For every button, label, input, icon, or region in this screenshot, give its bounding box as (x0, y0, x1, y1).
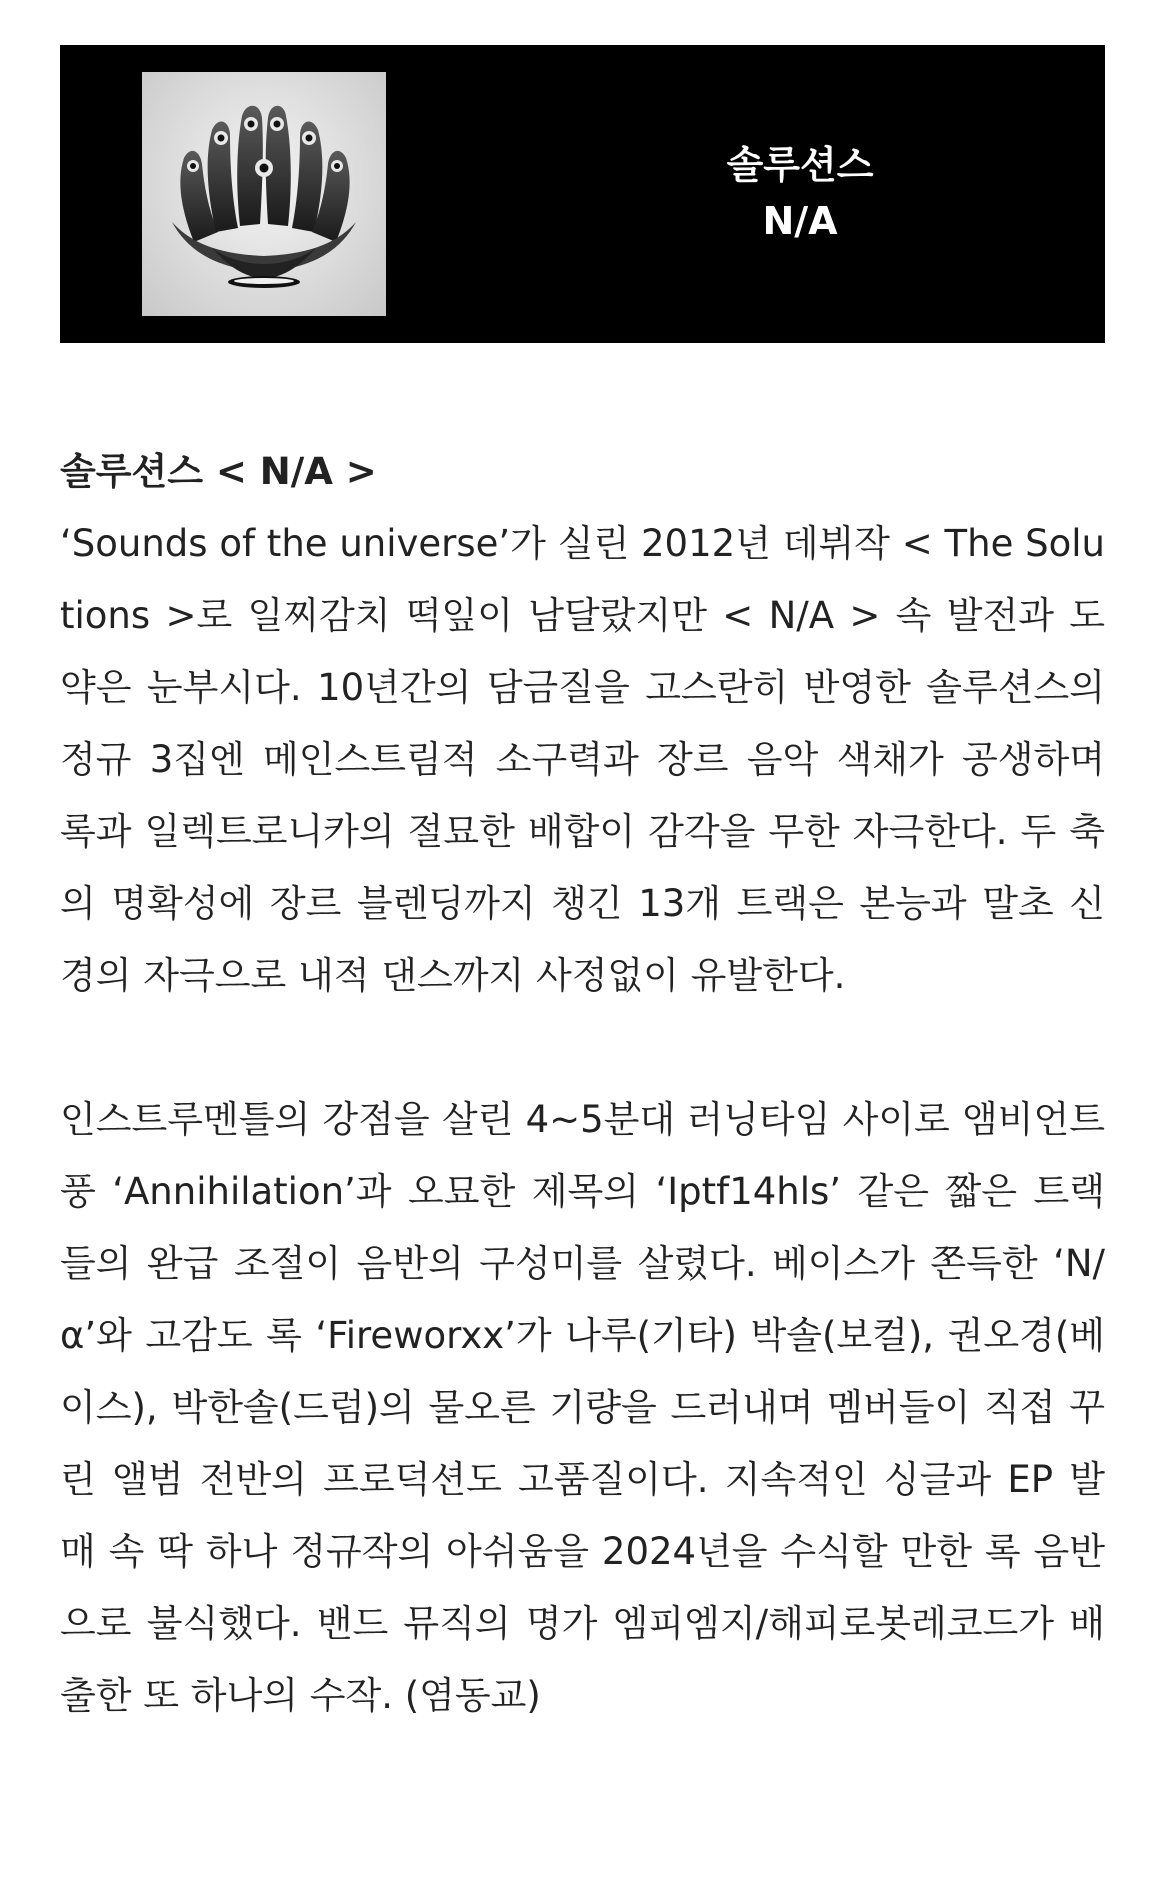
review-paragraph-1: ‘Sounds of the universe’가 실린 2012년 데뷔작 < The Solutions >로 일찌감치 떡잎이 남달랐지만 < N/A > 속 발전과 도약은 눈부시다. 10년간의 담금질을 고스란히 반영한 솔루션스의 정규 3집엔 메인스트림적 소구력과 장르 음악 색채가 공생하며 록과 일렉트로니카의 절묘한 배합이 감각을 무한 자극한다. 두 축의 명확성에 장르 블렌딩까지 챙긴 13개 트랙은 본능과 말초 신경의 자극으로 내적 댄스까지 사정없이 유발한다. (60, 522, 1105, 997)
banner-album-name: N/A (762, 199, 838, 243)
review-paragraph-2: 인스트루멘틀의 강점을 살린 4~5분대 러닝타임 사이로 앰비언트 풍 ‘Annihilation’과 오묘한 제목의 ‘Iptf14hls’ 같은 짧은 트랙들의 완급 조절이 음반의 구성미를 살렸다. 베이스가 쫀득한 ‘N/α’와 고감도 록 ‘Fireworxx’가 나루(기타) 박솔(보컬), 권오경(베이스), 박한솔(드럼)의 물오른 기량을 드러내며 멤버들이 직접 꾸린 앨범 전반의 프로덕션도 고품질이다. 지속적인 싱글과 EP 발매 속 딱 하나 정규작의 아쉬움을 2024년을 수식할 만한 록 음반으로 불식했다. 밴드 뮤직의 명가 엠피엠지/해피로봇레코드가 배출한 또 하나의 수작. (염동교) (60, 1098, 1105, 1717)
album-banner (60, 45, 1105, 343)
paragraph-spacer (60, 1012, 1105, 1084)
banner-artist-name: 솔루션스 (726, 143, 874, 187)
banner-title (600, 137, 1000, 249)
hand-sculpture-icon (142, 72, 386, 316)
album-cover-image (142, 72, 386, 316)
review-title: 솔루션스 < N/A > (60, 450, 377, 493)
review-article (60, 436, 1105, 1732)
